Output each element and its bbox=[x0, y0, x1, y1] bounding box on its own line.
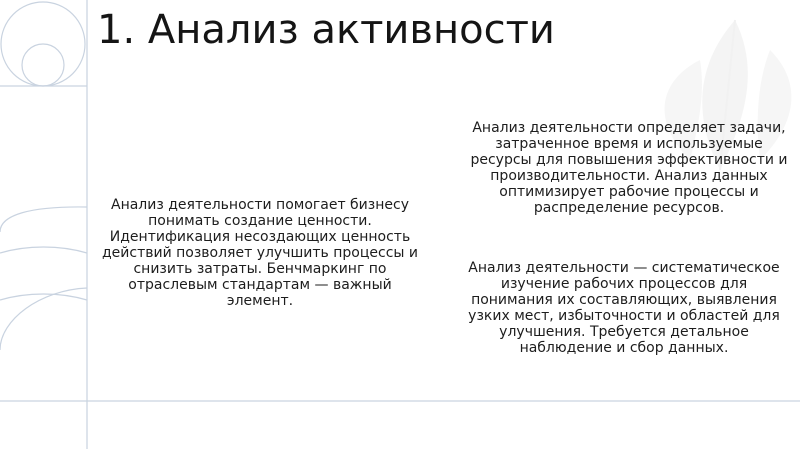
right-bottom-text-block: Анализ деятельности — систематическое изучение рабочих процессов для понимания их составляющих, выявления узких мест, избыточности и областей для улучшения. Требуется детальное наблюдение и сбор данных. bbox=[468, 260, 780, 356]
decor-arch-2 bbox=[0, 294, 87, 300]
decor-arch-1 bbox=[0, 247, 87, 253]
left-text-block: Анализ деятельности помогает бизнесу понимать создание ценности. Идентификация несоздающих ценность действий позволяет улучшить процессы и снизить затраты. Бенчмаркинг по отраслевым стандартам — важный элемент. bbox=[101, 197, 418, 309]
decor-circle-small bbox=[22, 44, 64, 86]
right-top-text-block: Анализ деятельности определяет задачи, затраченное время и используемые ресурсы для повышения эффективности и производительности. Анализ данных оптимизирует рабочие процессы и распределение ресурсов. bbox=[470, 120, 788, 216]
page-title: 1. Анализ активности bbox=[97, 7, 555, 53]
decor-arch-outer bbox=[0, 207, 87, 232]
